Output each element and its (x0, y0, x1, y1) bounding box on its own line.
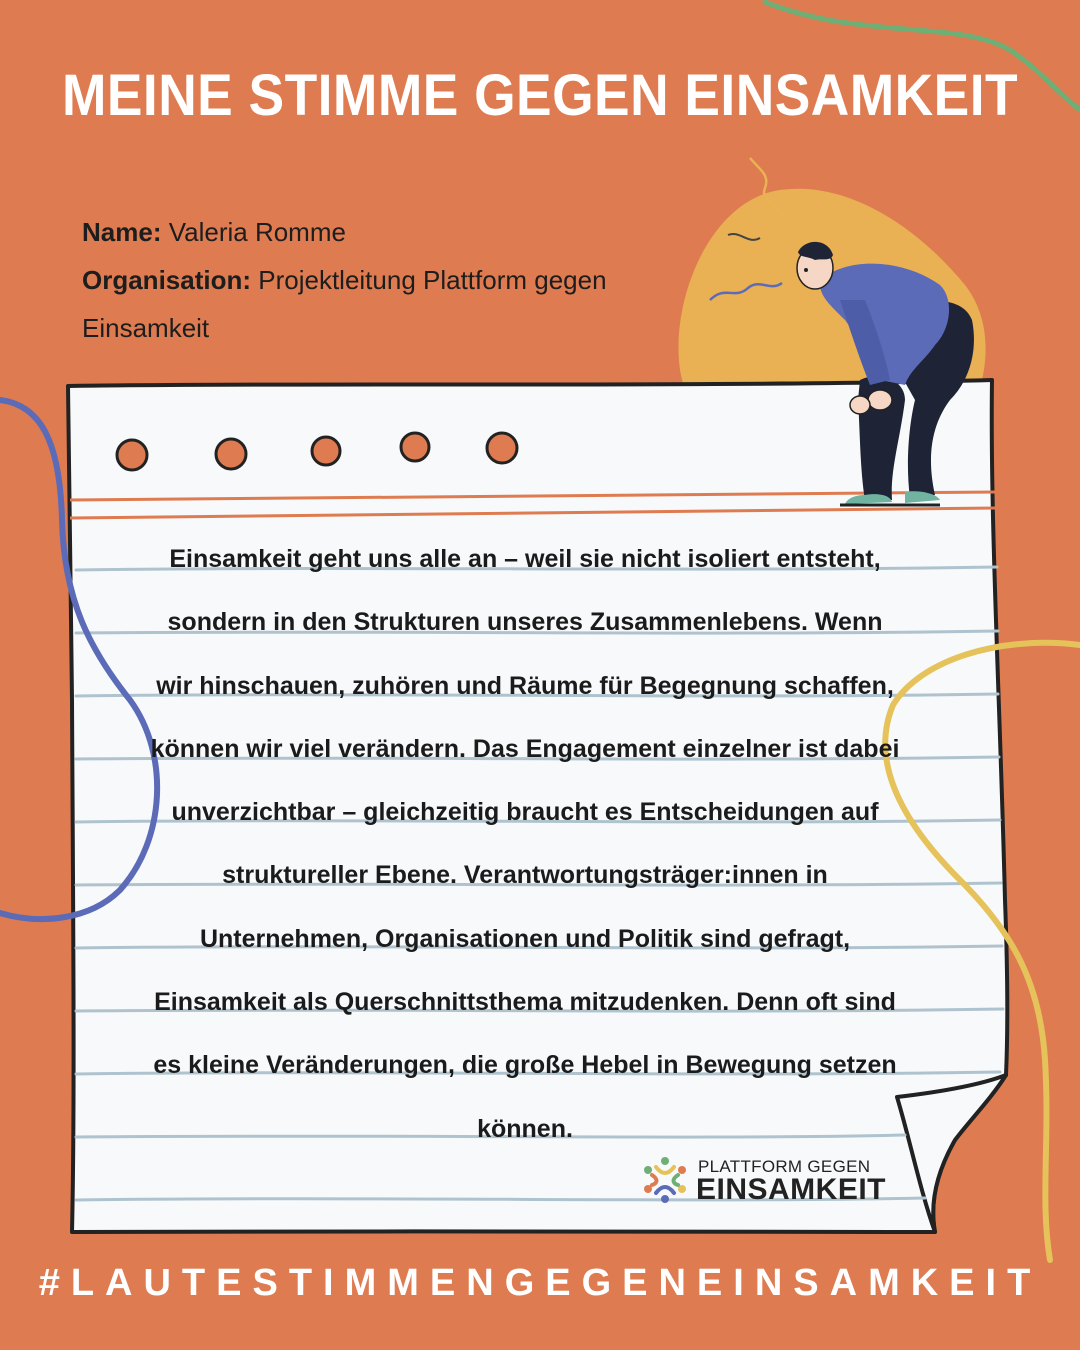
plattform-logo-icon (640, 1155, 690, 1205)
organisation-value: Projektleitung Plattform gegen Einsamkeit (82, 265, 607, 343)
brand-line-2: EINSAMKEIT (696, 1173, 887, 1206)
quote-text: Einsamkeit geht uns alle an – weil sie nicht isoliert entsteht, sondern in den Strukturen unseres Zusammenlebens. Wenn wir hinschauen, zuhören und Räume für Begegnung schaffen, können wir viel verändern. Das Engagement einzelner ist dabei unverzichtbar – gleichzeitig braucht es Entscheidungen auf struktureller Ebene. Verantwortungsträger:innen in Unternehmen, Organisationen und Politik sind gefragt, Einsamkeit als Querschnittsthema mitzudenken. Denn oft sind es kleine Veränderungen, die große Hebel in Bewegung setzen können. (150, 545, 900, 1143)
binder-hole (117, 440, 147, 470)
green-swirl (765, 2, 1080, 110)
organisation-label: Organisation: (82, 265, 252, 295)
name-value: Valeria Romme (168, 217, 346, 247)
name-label: Name: (82, 217, 162, 247)
page-title: MEINE STIMME GEGEN EINSAMKEIT (61, 63, 1019, 128)
binder-hole (487, 433, 517, 463)
binder-hole (216, 439, 246, 469)
plattform-logo (640, 1155, 900, 1205)
binder-hole (312, 437, 340, 465)
brand-line-1: PLATTFORM GEGEN (698, 1157, 871, 1176)
hashtag: #LAUTESTIMMENGEGENEINSAMKEIT (38, 1262, 1042, 1304)
binder-hole (401, 433, 429, 461)
